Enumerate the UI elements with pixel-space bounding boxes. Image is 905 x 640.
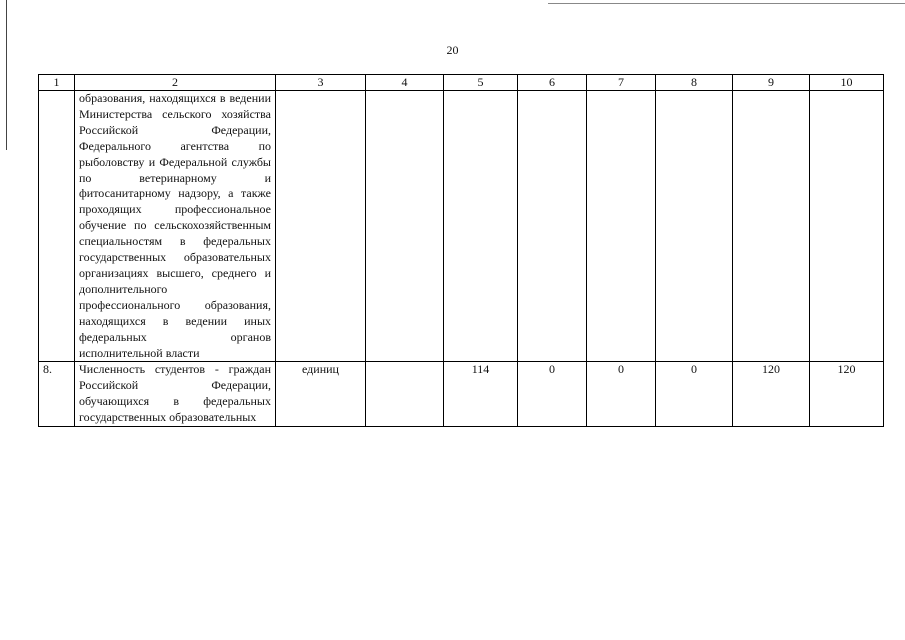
row-cell-8 [656, 91, 733, 362]
row-description: Численность студентов - граждан Российской Федерации, обучающихся в федеральных государственных образовательных [75, 362, 276, 427]
row-cell-6 [518, 91, 587, 362]
row-cell-4 [366, 91, 444, 362]
table-row [39, 91, 884, 362]
row-cell-5: 114 [444, 362, 518, 427]
column-header-5: 5 [444, 75, 518, 91]
row-index: 8. [39, 362, 75, 427]
page-number: 20 [446, 43, 459, 57]
row-unit [276, 91, 366, 362]
column-header-2: 2 [75, 75, 276, 91]
left-edge-mark [6, 0, 7, 150]
row-cell-10 [810, 91, 884, 362]
row-cell-5 [444, 91, 518, 362]
table-row [39, 362, 884, 427]
row-description: образования, находящихся в ведении Министерства сельского хозяйства Российской Федерации, Федерального агентства по рыболовству и Федеральной службы по ветеринарному и фитосанитарному надзору, а также проходящих профессиональное обучение по сельскохозяйственным специальностям в федеральных государственных образовательных организациях высшего, среднего и дополнительного профессионального образования, находящихся в ведении иных федеральных органов исполнительной власти [75, 91, 276, 362]
row-cell-6: 0 [518, 362, 587, 427]
row-index [39, 91, 75, 362]
row-cell-4 [366, 362, 444, 427]
table-header-row [39, 75, 884, 91]
row-cell-7 [587, 91, 656, 362]
row-cell-9: 120 [733, 362, 810, 427]
column-header-6: 6 [518, 75, 587, 91]
row-unit: единиц [276, 362, 366, 427]
top-edge-rule [548, 3, 905, 4]
column-header-4: 4 [366, 75, 444, 91]
row-cell-7: 0 [587, 362, 656, 427]
row-cell-10: 120 [810, 362, 884, 427]
column-header-3: 3 [276, 75, 366, 91]
data-table [38, 74, 884, 427]
column-header-1: 1 [39, 75, 75, 91]
row-cell-9 [733, 91, 810, 362]
column-header-10: 10 [810, 75, 884, 91]
row-cell-8: 0 [656, 362, 733, 427]
column-header-7: 7 [587, 75, 656, 91]
column-header-8: 8 [656, 75, 733, 91]
column-header-9: 9 [733, 75, 810, 91]
